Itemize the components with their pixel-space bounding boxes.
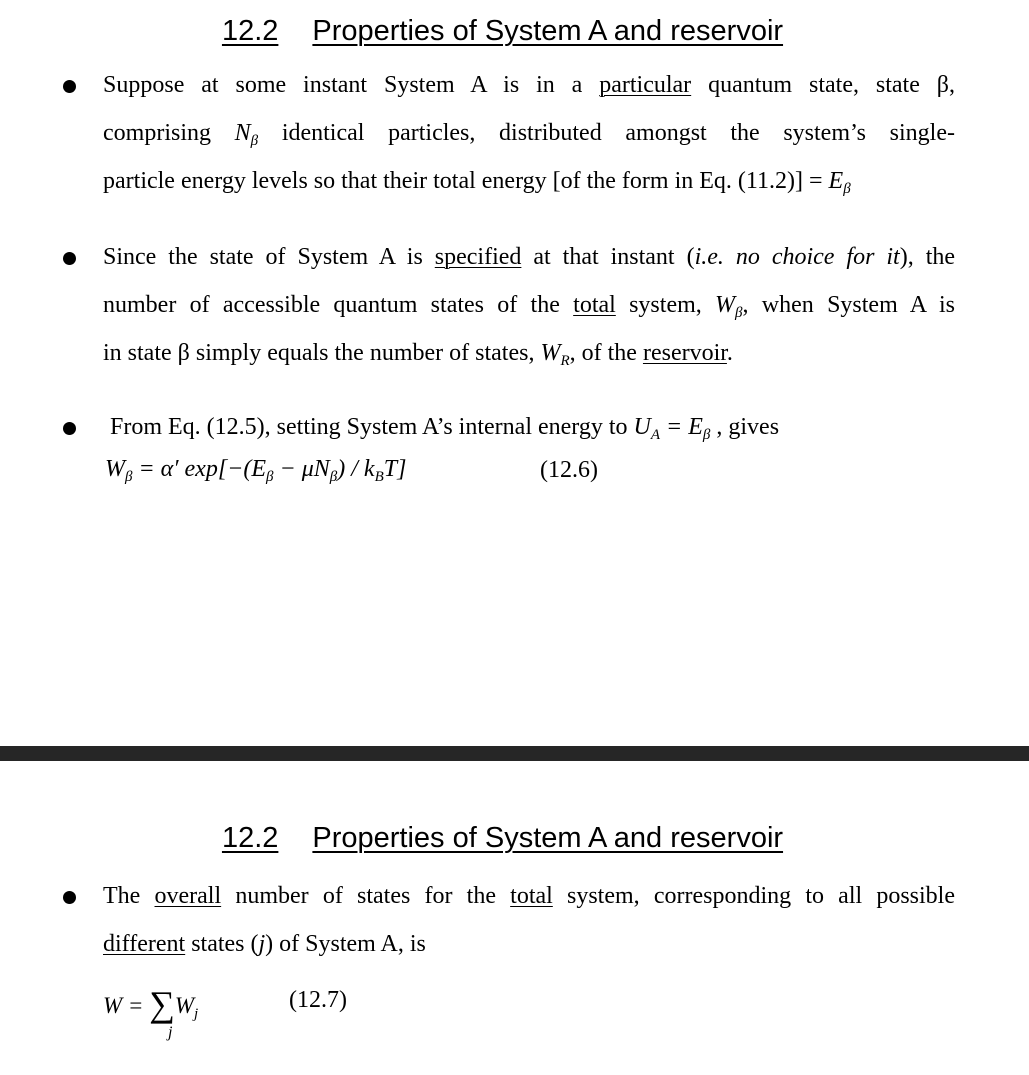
bullet-dot xyxy=(63,252,76,265)
bullet-dot xyxy=(63,80,76,93)
math-symbol: $W_R$ xyxy=(540,340,570,369)
text: . xyxy=(726,340,733,366)
sum-symbol: ∑ xyxy=(149,984,175,1024)
text: From Eq. (12.5), setting System A’s internal energy to xyxy=(110,414,634,440)
math-symbol: $W_\beta$ xyxy=(715,292,743,321)
italic-text: i.e. no choice for it xyxy=(694,244,900,270)
underlined-text: particular xyxy=(599,72,692,98)
equation-number: (12.6) xyxy=(540,457,598,483)
text: states ( xyxy=(185,931,259,957)
slide-2 xyxy=(0,761,1029,1075)
equation: $W_\beta = \alpha'$ $\exp[-(E_\beta - \mu N_\beta) / k_BT]$ xyxy=(105,456,407,485)
underlined-text: overall xyxy=(154,883,222,909)
text: system, xyxy=(615,292,716,318)
paragraph-line xyxy=(103,884,955,908)
italic-text: j xyxy=(258,931,266,957)
text: ) of System A, is xyxy=(265,931,426,957)
paragraph-line xyxy=(103,340,733,369)
underlined-text: reservoir xyxy=(642,340,727,366)
text: at that instant ( xyxy=(521,244,695,270)
text: , of the xyxy=(569,340,643,366)
section-title: Properties of System A and reservoir xyxy=(312,15,784,47)
text: The xyxy=(103,883,155,909)
section-number: 12.2 xyxy=(221,822,279,854)
math-symbol: $N_\beta$ xyxy=(234,120,259,149)
text: number of accessible quantum states of the xyxy=(103,292,574,318)
bullet-dot xyxy=(63,422,76,435)
text: ), the xyxy=(899,244,956,270)
text: Since the state of System A is xyxy=(103,244,435,270)
slide-divider xyxy=(0,746,1029,761)
text: system, corresponding to all possible xyxy=(552,883,955,909)
text: in state β simply equals the number of states, xyxy=(103,340,541,366)
section-title: Properties of System A and reservoir xyxy=(312,822,784,854)
text: particle energy levels so that their total energy [of the form in Eq. (11.2)] = xyxy=(103,168,829,194)
sum-index: j xyxy=(168,1024,173,1041)
text: , when System A is xyxy=(742,292,955,318)
underlined-text: different xyxy=(103,931,186,957)
paragraph-line xyxy=(103,120,955,149)
text: identical particles, distributed amongst the system’s single- xyxy=(258,120,955,146)
text: quantum state, state β, xyxy=(691,72,955,98)
paragraph-line xyxy=(110,414,780,443)
paragraph-line xyxy=(103,245,955,269)
text: , gives xyxy=(710,414,780,440)
math-expression: $U_A = E_\beta$ xyxy=(633,414,711,443)
equation-number: (12.7) xyxy=(289,987,347,1013)
text: comprising xyxy=(103,120,235,146)
underlined-text: total xyxy=(573,292,616,318)
text: number of states for the xyxy=(221,883,511,909)
slide-title xyxy=(0,824,1005,853)
paragraph-line xyxy=(103,292,955,321)
bullet-dot xyxy=(63,891,76,904)
paragraph-line xyxy=(103,932,426,956)
paragraph-line xyxy=(103,168,851,197)
equation: $W = \sum W_j$ xyxy=(103,984,199,1024)
section-number: 12.2 xyxy=(221,15,279,47)
math-symbol: $E_\beta$ xyxy=(828,168,851,197)
underlined-text: specified xyxy=(434,244,522,270)
text: Suppose at some instant System A is in a xyxy=(103,72,600,98)
slide-title xyxy=(0,17,1005,46)
paragraph-line xyxy=(103,73,955,97)
underlined-text: total xyxy=(510,883,553,909)
